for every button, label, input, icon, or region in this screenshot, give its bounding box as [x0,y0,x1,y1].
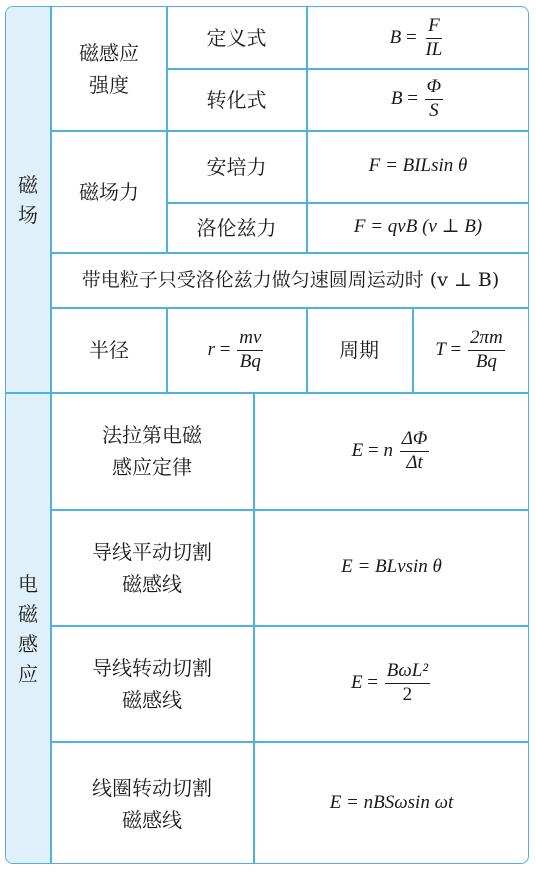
ampere-label: 安培力 [206,154,267,179]
conversion-den: S [429,100,439,121]
radius-num: mv [237,328,263,351]
translate-label-line-1: 导线平动切割 [92,539,212,564]
period-num: 2πm [468,328,505,351]
radius-eq: = [219,338,231,360]
definition-eq: = [405,26,417,48]
period-fraction [468,328,505,373]
conversion-formula [306,69,529,130]
section-induction-char-3: 感 [18,632,38,656]
radius-fraction [237,328,263,373]
faraday-formula [253,393,529,509]
section-magnetic-char-2: 场 [18,202,38,227]
b-field-label-line-2: 强度 [89,72,129,97]
coil-label [51,742,253,864]
section-electromagnetic-induction [6,393,50,864]
translate-formula: E = BLvsin θ [341,556,442,578]
rotate-lhs: E [350,672,363,694]
radius-den: Bq [239,350,261,372]
section-magnetic-char-1: 磁 [18,172,38,197]
faraday-coef: n [383,439,393,461]
coil-label-line-2: 磁感线 [122,807,182,832]
faraday-num: ΔΦ [400,429,430,452]
grid-line [306,307,308,392]
period-den: Bq [475,350,497,372]
faraday-label-line-2: 感应定律 [112,455,192,479]
translate-label [51,510,253,625]
rotate-eq: = [367,672,379,694]
period-formula [412,308,529,392]
definition-formula [306,7,529,69]
grid-line [6,392,529,394]
definition-lhs: B [389,26,402,48]
faraday-lhs: E [351,439,364,461]
faraday-label [51,393,253,509]
definition-den: IL [425,38,443,60]
rotate-formula [253,626,529,741]
grid-line [167,202,529,204]
lorentz-formula: F = qvB (v ⊥ B) [353,216,483,238]
faraday-den: Δt [406,451,423,473]
conversion-eq: = [407,88,418,110]
period-lhs: T [435,338,446,360]
grid-line [253,392,255,864]
faraday-eq: = [368,439,379,461]
rotate-den: 2 [402,684,413,705]
radius-label: 半径 [89,338,129,362]
definition-num: F [426,16,442,39]
definition-fraction [423,16,444,61]
grid-line [51,741,529,743]
grid-line [412,307,414,392]
period-label: 周期 [339,338,379,362]
faraday-label-line-1: 法拉第电磁 [102,423,202,447]
grid-line [51,252,529,254]
section-induction-char-2: 磁 [18,602,38,626]
section-induction-char-1: 电 [18,572,38,596]
conversion-num: Φ [425,77,443,100]
grid-line [51,130,529,132]
circular-motion-note: 带电粒子只受洛伦兹力做匀速圆周运动时 (v ⊥ B) [81,268,500,291]
faraday-fraction [400,429,430,474]
grid-line [51,307,529,309]
rotate-label [51,626,253,741]
period-eq: = [450,338,462,360]
conversion-lhs: B [390,88,403,110]
conversion-label: 转化式 [206,87,267,112]
coil-formula: E = nBSωsin ωt [329,792,454,814]
radius-lhs: r [207,338,216,360]
grid-line [166,307,168,392]
b-field-label [51,7,167,130]
radius-formula [167,308,306,392]
rotate-num: BωL² [385,661,430,684]
lorentz-label: 洛伦兹力 [196,215,277,240]
translate-label-line-2: 磁感线 [122,571,182,596]
rotate-fraction [385,661,430,706]
grid-line [167,68,529,70]
section-induction-char-4: 应 [18,662,38,686]
b-field-label-line-1: 磁感应 [79,40,139,65]
grid-line [51,509,529,511]
grid-line [51,625,529,627]
rotate-label-line-2: 磁感线 [122,687,182,712]
definition-label: 定义式 [206,26,267,50]
coil-label-line-1: 线圈转动切割 [92,775,212,800]
section-magnetic-field [6,7,50,392]
formula-table [5,6,529,864]
conversion-fraction [425,77,443,122]
field-force-label: 磁场力 [79,179,139,204]
ampere-formula: F = BILsin θ [368,155,468,177]
grid-line [50,7,52,864]
rotate-label-line-1: 导线转动切割 [92,655,212,680]
